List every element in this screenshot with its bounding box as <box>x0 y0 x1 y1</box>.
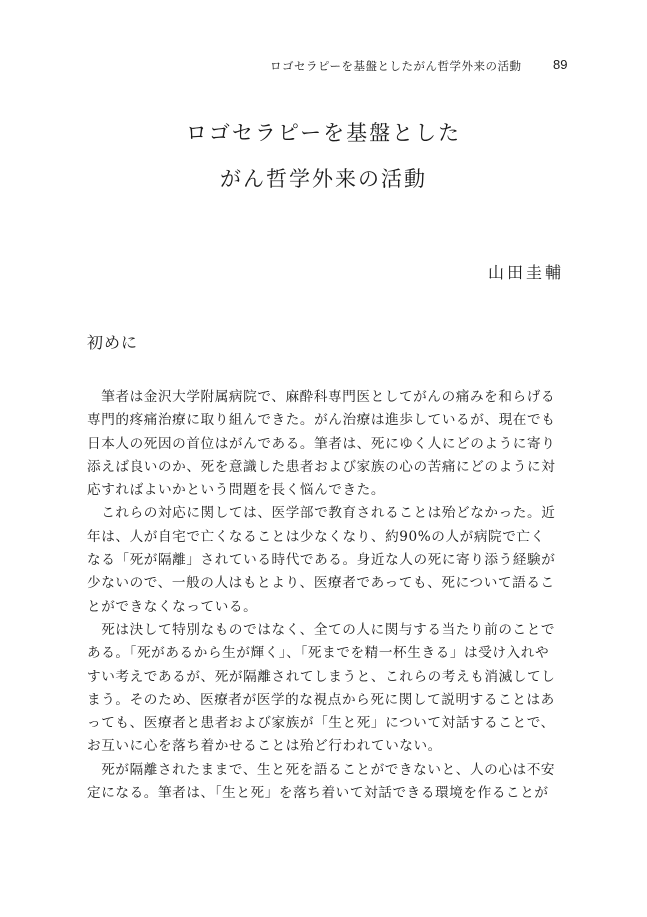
body-line: これらの対応に関しては、医学部で教育されることは殆どなかった。近 <box>87 505 556 522</box>
body-line: ある。「死があるから生が輝く」、「死までを精一杯生きる」は受け入れや <box>87 645 550 662</box>
body-line: 応すればよいかという問題を長く悩んできた。 <box>87 482 386 499</box>
body-line: 少ないので、一般の人はもとより、医療者であっても、死について語るこ <box>87 575 555 592</box>
body-line: 添えば良いのか、死を意識した患者および家族の心の苦痛にどのように対 <box>87 458 556 475</box>
article-title-line-1: ロゴセラピーを基盤とした <box>185 121 462 145</box>
article-title-line-2: がん哲学外来の活動 <box>220 167 427 191</box>
body-line: とができなくなっている。 <box>87 598 258 615</box>
body-line: っても、医療者と患者および家族が「生と死」について対話することで、 <box>87 715 555 732</box>
body-line: まう。そのため、医療者が医学的な視点から死に関して説明することはあ <box>87 691 555 708</box>
body-line: 専門的疼痛治療に取り組んできた。がん治療は進歩しているが、現在でも <box>87 412 556 429</box>
body-line: 定になる。筆者は、「生と死」を落ち着いて対話できる環境を作ることが <box>87 785 549 802</box>
body-line: 年は、人が自宅で亡くなることは少なくなり、約90%の人が病院で亡く <box>87 528 545 545</box>
body-line: お互いに心を落ち着かせることは殆ど行われていない。 <box>87 738 442 755</box>
body-line: すい考えであるが、死が隔離されてしまうと、これらの考えも消滅してし <box>87 668 556 685</box>
body-text <box>87 386 562 805</box>
body-line: 日本人の死因の首位はがんである。筆者は、死にゆく人にどのように寄り <box>87 435 556 452</box>
body-line: なる「死が隔離」されている時代である。身近な人の死に寄り添う経験が <box>87 552 556 569</box>
body-line: 死が隔離されたままで、生と死を語ることができないと、人の心は不安 <box>87 761 556 778</box>
section-heading: 初めに <box>87 333 139 352</box>
body-line: 死は決して特別なものではなく、全ての人に関与する当たり前のことで <box>87 621 556 638</box>
running-header: ロゴセラピーを基盤としたがん哲学外来の活動 <box>270 59 522 73</box>
author-name: 山田圭輔 <box>488 263 565 282</box>
page-number: 89 <box>553 57 568 72</box>
body-line: 筆者は金沢大学附属病院で、麻酔科専門医としてがんの痛みを和らげる <box>87 389 556 405</box>
